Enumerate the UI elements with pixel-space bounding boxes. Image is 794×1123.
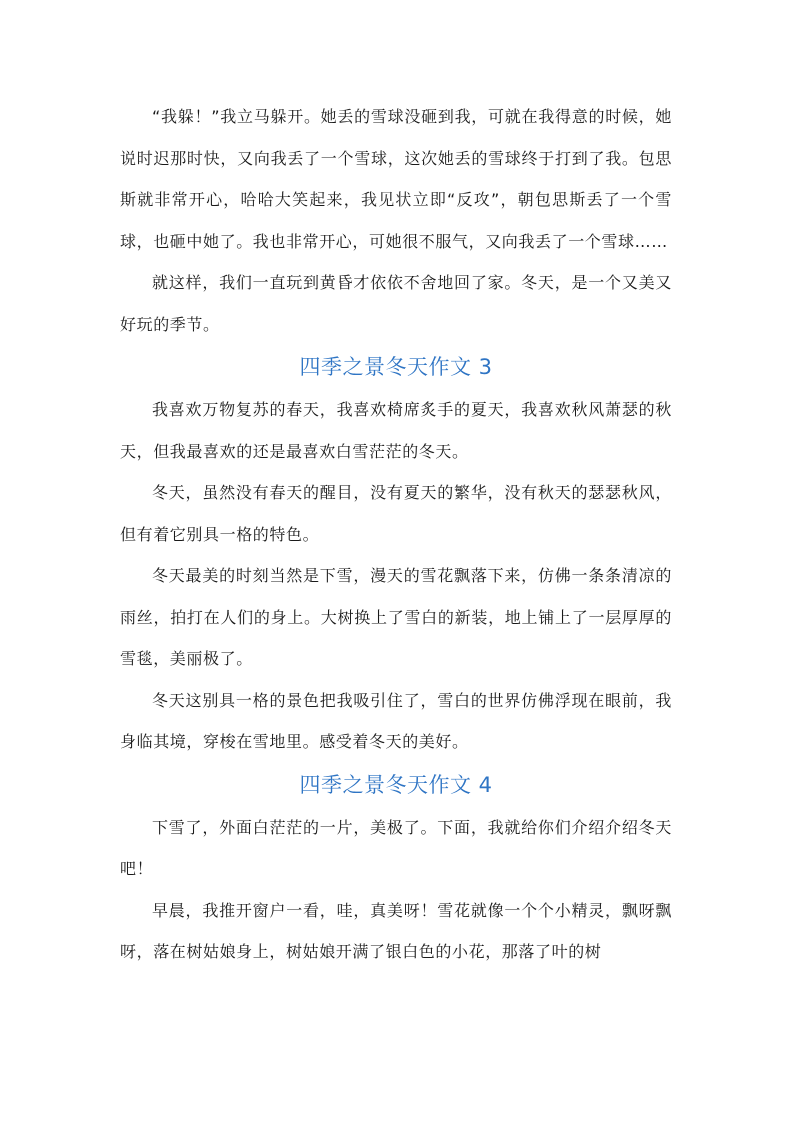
section-3-paragraph-2: 冬天，虽然没有春天的醒目，没有夏天的繁华，没有秋天的瑟瑟秋风，但有着它别具一格的特色。	[120, 483, 672, 544]
section-3-paragraph-4: 冬天这别具一格的景色把我吸引住了，雪白的世界仿佛浮现在眼前，我身临其境，穿梭在雪地里。感受着冬天的美好。	[120, 690, 672, 751]
section-4-paragraph-2: 早晨，我推开窗户一看，哇，真美呀！雪花就像一个个小精灵，飘呀飘呀，落在树姑娘身上，树姑娘开满了银白色的小花，那落了叶的树	[120, 900, 672, 961]
section-3-paragraph-3: 冬天最美的时刻当然是下雪，漫天的雪花飘落下来，仿佛一条条清凉的雨丝，拍打在人们的身上。大树换上了雪白的新装，地上铺上了一层厚厚的雪毯，美丽极了。	[120, 566, 672, 668]
section-4-title: 四季之景冬天作文 4	[299, 772, 493, 797]
paragraph-snowball-fight: “我躲！”我立马躲开。她丢的雪球没砸到我，可就在我得意的时候，她说时迟那时快，又向我丢了一个雪球，这次她丢的雪球终于打到了我。包思斯就非常开心，哈哈大笑起来，我见状立即“反攻”，朝包思斯丢了一个雪球，也砸中她了。我也非常开心，可她很不服气，又向我丢了一个雪球……	[120, 107, 672, 251]
section-3-paragraph-1: 我喜欢万物复苏的春天，我喜欢椅席炙手的夏天，我喜欢秋风萧瑟的秋天，但我最喜欢的还是最喜欢白雪茫茫的冬天。	[120, 400, 672, 461]
paragraph-going-home: 就这样，我们一直玩到黄昏才依依不舍地回了家。冬天，是一个又美又好玩的季节。	[120, 273, 672, 334]
section-4-paragraph-1: 下雪了，外面白茫茫的一片，美极了。下面，我就给你们介绍介绍冬天吧！	[120, 817, 672, 878]
section-3-title: 四季之景冬天作文 3	[299, 355, 493, 379]
document-page	[120, 96, 672, 973]
